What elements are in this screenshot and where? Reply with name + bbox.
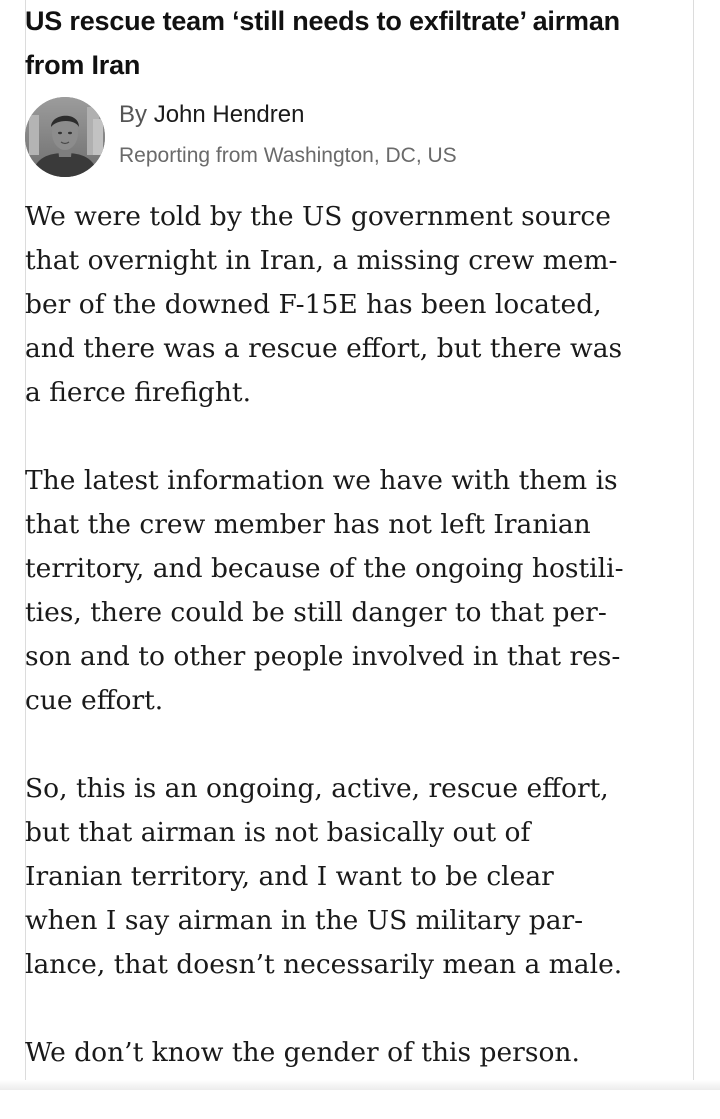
- body-line: son and to other people involved in that res-: [25, 641, 621, 672]
- body-line: lance, that doesn’t necessarily mean a male.: [25, 949, 623, 980]
- body-line: territory, and because of the ongoing hostili-: [25, 553, 624, 584]
- body-line: a fierce firefight.: [25, 377, 252, 408]
- body-paragraph: [25, 767, 650, 987]
- byline: [25, 94, 650, 178]
- body-line: and there was a rescue effort, but there was: [25, 333, 623, 364]
- body-line: but that airman is not basically out of: [25, 817, 531, 848]
- body-line: Iranian territory, and I want to be clear: [25, 861, 554, 892]
- post-headline: [25, 0, 650, 87]
- post-body: [25, 195, 650, 1075]
- body-paragraph: [25, 1031, 650, 1075]
- headline-line: US rescue team ‘still needs to exfiltrate’ airman: [25, 6, 620, 36]
- body-line: that overnight in Iran, a missing crew mem-: [25, 245, 618, 276]
- body-paragraph: [25, 459, 650, 723]
- body-line: The latest information we have with them is: [25, 465, 618, 496]
- byline-author-line: [119, 101, 304, 129]
- body-paragraph: [25, 195, 650, 415]
- body-line: We don’t know the gender of this person.: [25, 1037, 580, 1068]
- author-avatar[interactable]: [25, 97, 105, 177]
- body-line: We were told by the US government source: [25, 201, 611, 232]
- author-headshot-icon: [25, 97, 105, 177]
- headline-line: from Iran: [25, 50, 141, 80]
- byline-prefix: By: [119, 101, 148, 128]
- body-line: ties, there could be still danger to that per-: [25, 597, 607, 628]
- body-line: when I say airman in the US military par-: [25, 905, 584, 936]
- bottom-edge-shadow: [0, 1080, 720, 1090]
- body-line: that the crew member has not left Iranian: [25, 509, 591, 540]
- author-location: Reporting from Washington, DC, US: [119, 144, 457, 167]
- body-line: ber of the downed F-15E has been located,: [25, 289, 602, 320]
- author-name-link[interactable]: John Hendren: [153, 101, 305, 128]
- body-line: cue effort.: [25, 685, 164, 716]
- live-update-post: [25, 0, 650, 1119]
- body-line: So, this is an ongoing, active, rescue effort,: [25, 773, 609, 804]
